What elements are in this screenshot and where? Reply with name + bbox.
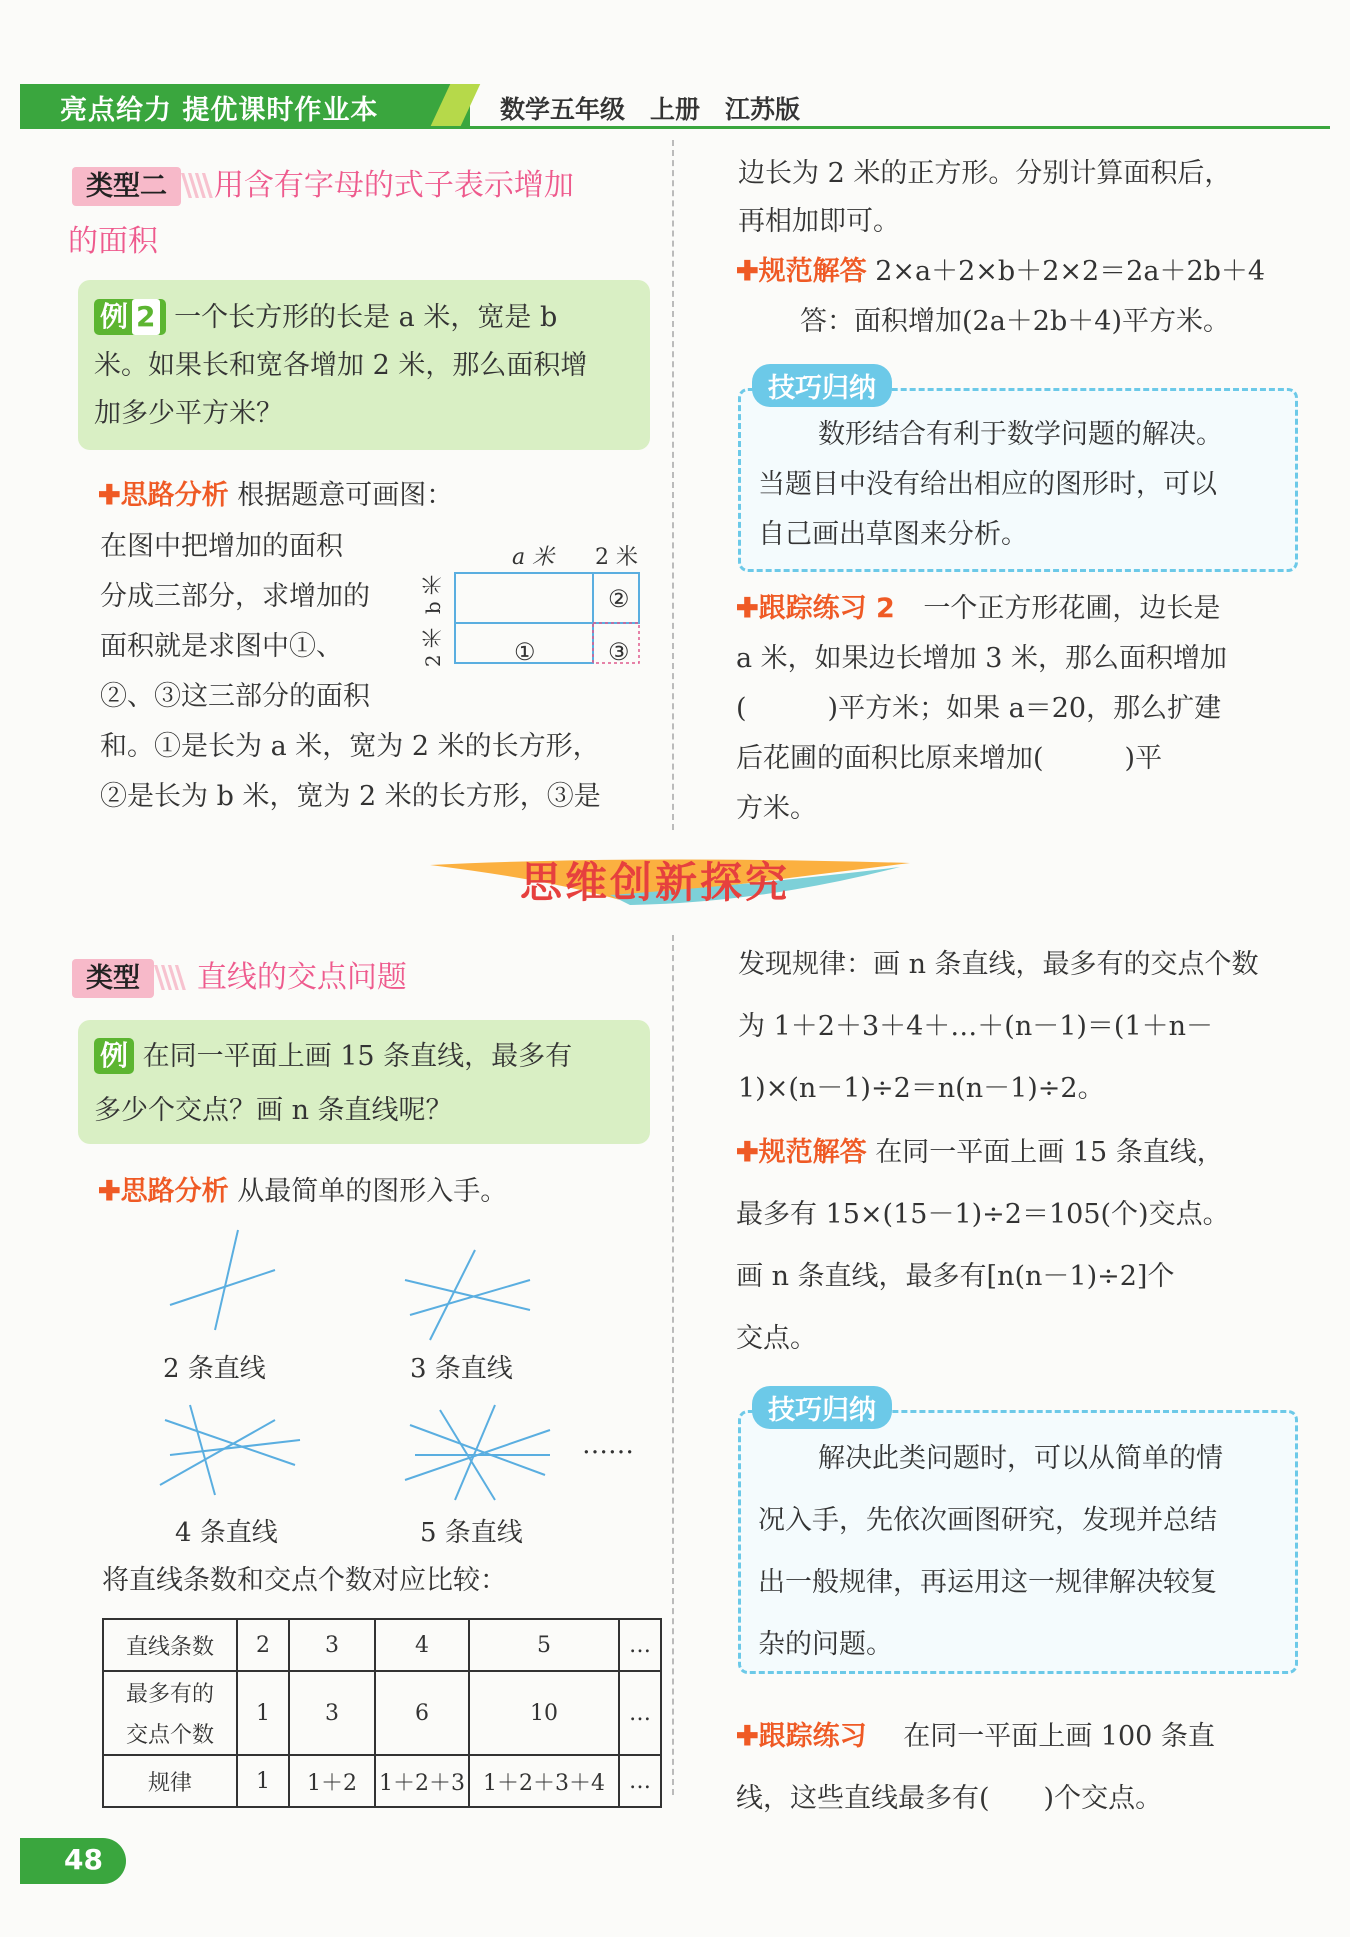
- analysis-heading-2: ✚思路分析 从最简单的图形入手。: [98, 1176, 508, 1207]
- label-2-top: 2 米: [595, 545, 638, 570]
- tip-text-2: 解决此类问题时，可以从简单的情 况入手，先依次画图研究，发现并总结 出一般规律，再运用这一规律解决较复 杂的问题。: [758, 1443, 1223, 1660]
- practice-1: ✚跟踪练习 2 一个正方形花圃，边长是 a 米，如果边长增加 3 米，那么面积增加 ( )平方米；如果 a＝20，那么扩建 后花圃的面积比原来增加( )平 方米。: [736, 593, 1228, 824]
- example-label: 例: [94, 1038, 134, 1074]
- region-1: ①: [514, 638, 536, 666]
- answer-1: 答：面积增加(2a＋2b＋4)平方米。: [800, 306, 1230, 337]
- two-lines-figure: [160, 1225, 290, 1335]
- column-divider: [672, 140, 674, 830]
- tip-text-1: 数形结合有利于数学问题的解决。 当题目中没有给出相应的图形时，可以 自己画出草图来分析。: [758, 419, 1223, 550]
- caption-3-lines: 3 条直线: [410, 1354, 513, 1384]
- table-header: 规律: [103, 1755, 237, 1807]
- solution-2: ✚规范解答 在同一平面上画 15 条直线， 最多有 15×(15－1)÷2＝105(个)交点。 画 n 条直线，最多有[n(n－1)÷2]个 交点。: [736, 1137, 1230, 1354]
- tip-label-1: 技巧归纳: [752, 364, 892, 407]
- analysis-heading: ✚思路分析 根据题意可画图：: [98, 480, 454, 511]
- page-number: 48: [64, 1843, 103, 1876]
- section2-title: 直线的交点问题: [196, 960, 407, 995]
- rule-table: 直线条数 2 3 4 5 … 最多有的 交点个数 1 3 6 10 … 规律 1 1＋2 1＋2＋3 1＋2＋3＋4 …: [102, 1618, 662, 1808]
- section-banner: 思维创新探究: [520, 858, 791, 907]
- analysis-continued: 边长为 2 米的正方形。分别计算面积后， 再相加即可。: [738, 158, 1232, 237]
- tip-label-2: 技巧归纳: [752, 1386, 892, 1429]
- type-tag: 类型: [72, 959, 154, 998]
- table-header: 直线条数: [103, 1619, 237, 1671]
- solution-1: ✚规范解答 2×a＋2×b＋2×2＝2a＋2b＋4: [736, 256, 1266, 287]
- section1-heading: [72, 160, 574, 204]
- compare-text: 将直线条数和交点个数对应比较：: [102, 1565, 507, 1596]
- region-2: ②: [608, 585, 630, 613]
- region-3: ③: [608, 638, 630, 666]
- four-lines-figure: [155, 1400, 305, 1500]
- three-lines-figure: [400, 1245, 540, 1345]
- example-label: 例 2: [94, 299, 166, 335]
- type-tag: 类型二: [72, 167, 181, 206]
- label-b: b 米: [421, 575, 445, 615]
- tag-slashes: \\\\: [181, 168, 209, 203]
- analysis-body: 在图中把增加的面积 分成三部分，求增加的 面积就是求图中①、 ②、③这三部分的面积 和。①是长为 a 米，宽为 2 米的长方形， ②是长为 b 米，宽为 2 米的长方形，③是: [100, 531, 601, 812]
- rule-discovery: 发现规律：画 n 条直线，最多有的交点个数 为 1＋2＋3＋4＋…＋(n－1)＝(1＋n－ 1)×(n－1)÷2＝n(n－1)÷2。: [738, 949, 1259, 1104]
- example-text: 例 2 一个长方形的长是 a 米，宽是 b 米。如果长和宽各增加 2 米，那么面积增 加多少平方米？: [94, 300, 588, 429]
- table-header: 最多有的 交点个数: [103, 1671, 237, 1755]
- ellipsis: ……: [582, 1430, 634, 1460]
- example-text: 例 在同一平面上画 15 条直线，最多有 多少个交点？画 n 条直线呢？: [94, 1039, 573, 1126]
- label-2-side: 2 米: [421, 628, 445, 668]
- practice-2: ✚跟踪练习 在同一平面上画 100 条直 线，这些直线最多有( )个交点。: [736, 1721, 1215, 1814]
- caption-5-lines: 5 条直线: [420, 1518, 523, 1548]
- caption-4-lines: 4 条直线: [175, 1518, 278, 1548]
- five-lines-figure: [400, 1400, 560, 1505]
- caption-2-lines: 2 条直线: [163, 1354, 266, 1384]
- section1-title-cont: 的面积: [68, 224, 158, 259]
- label-a: a 米: [512, 545, 555, 570]
- section1-title: 用含有字母的式子表示增加: [213, 168, 574, 203]
- header-subtitle: 数学五年级 上册 江苏版: [500, 95, 801, 124]
- column-divider: [672, 935, 674, 1795]
- section2-heading: 类型 \\\\ 直线的交点问题: [72, 952, 407, 996]
- header-brand: 亮点给力 提优课时作业本: [60, 95, 379, 126]
